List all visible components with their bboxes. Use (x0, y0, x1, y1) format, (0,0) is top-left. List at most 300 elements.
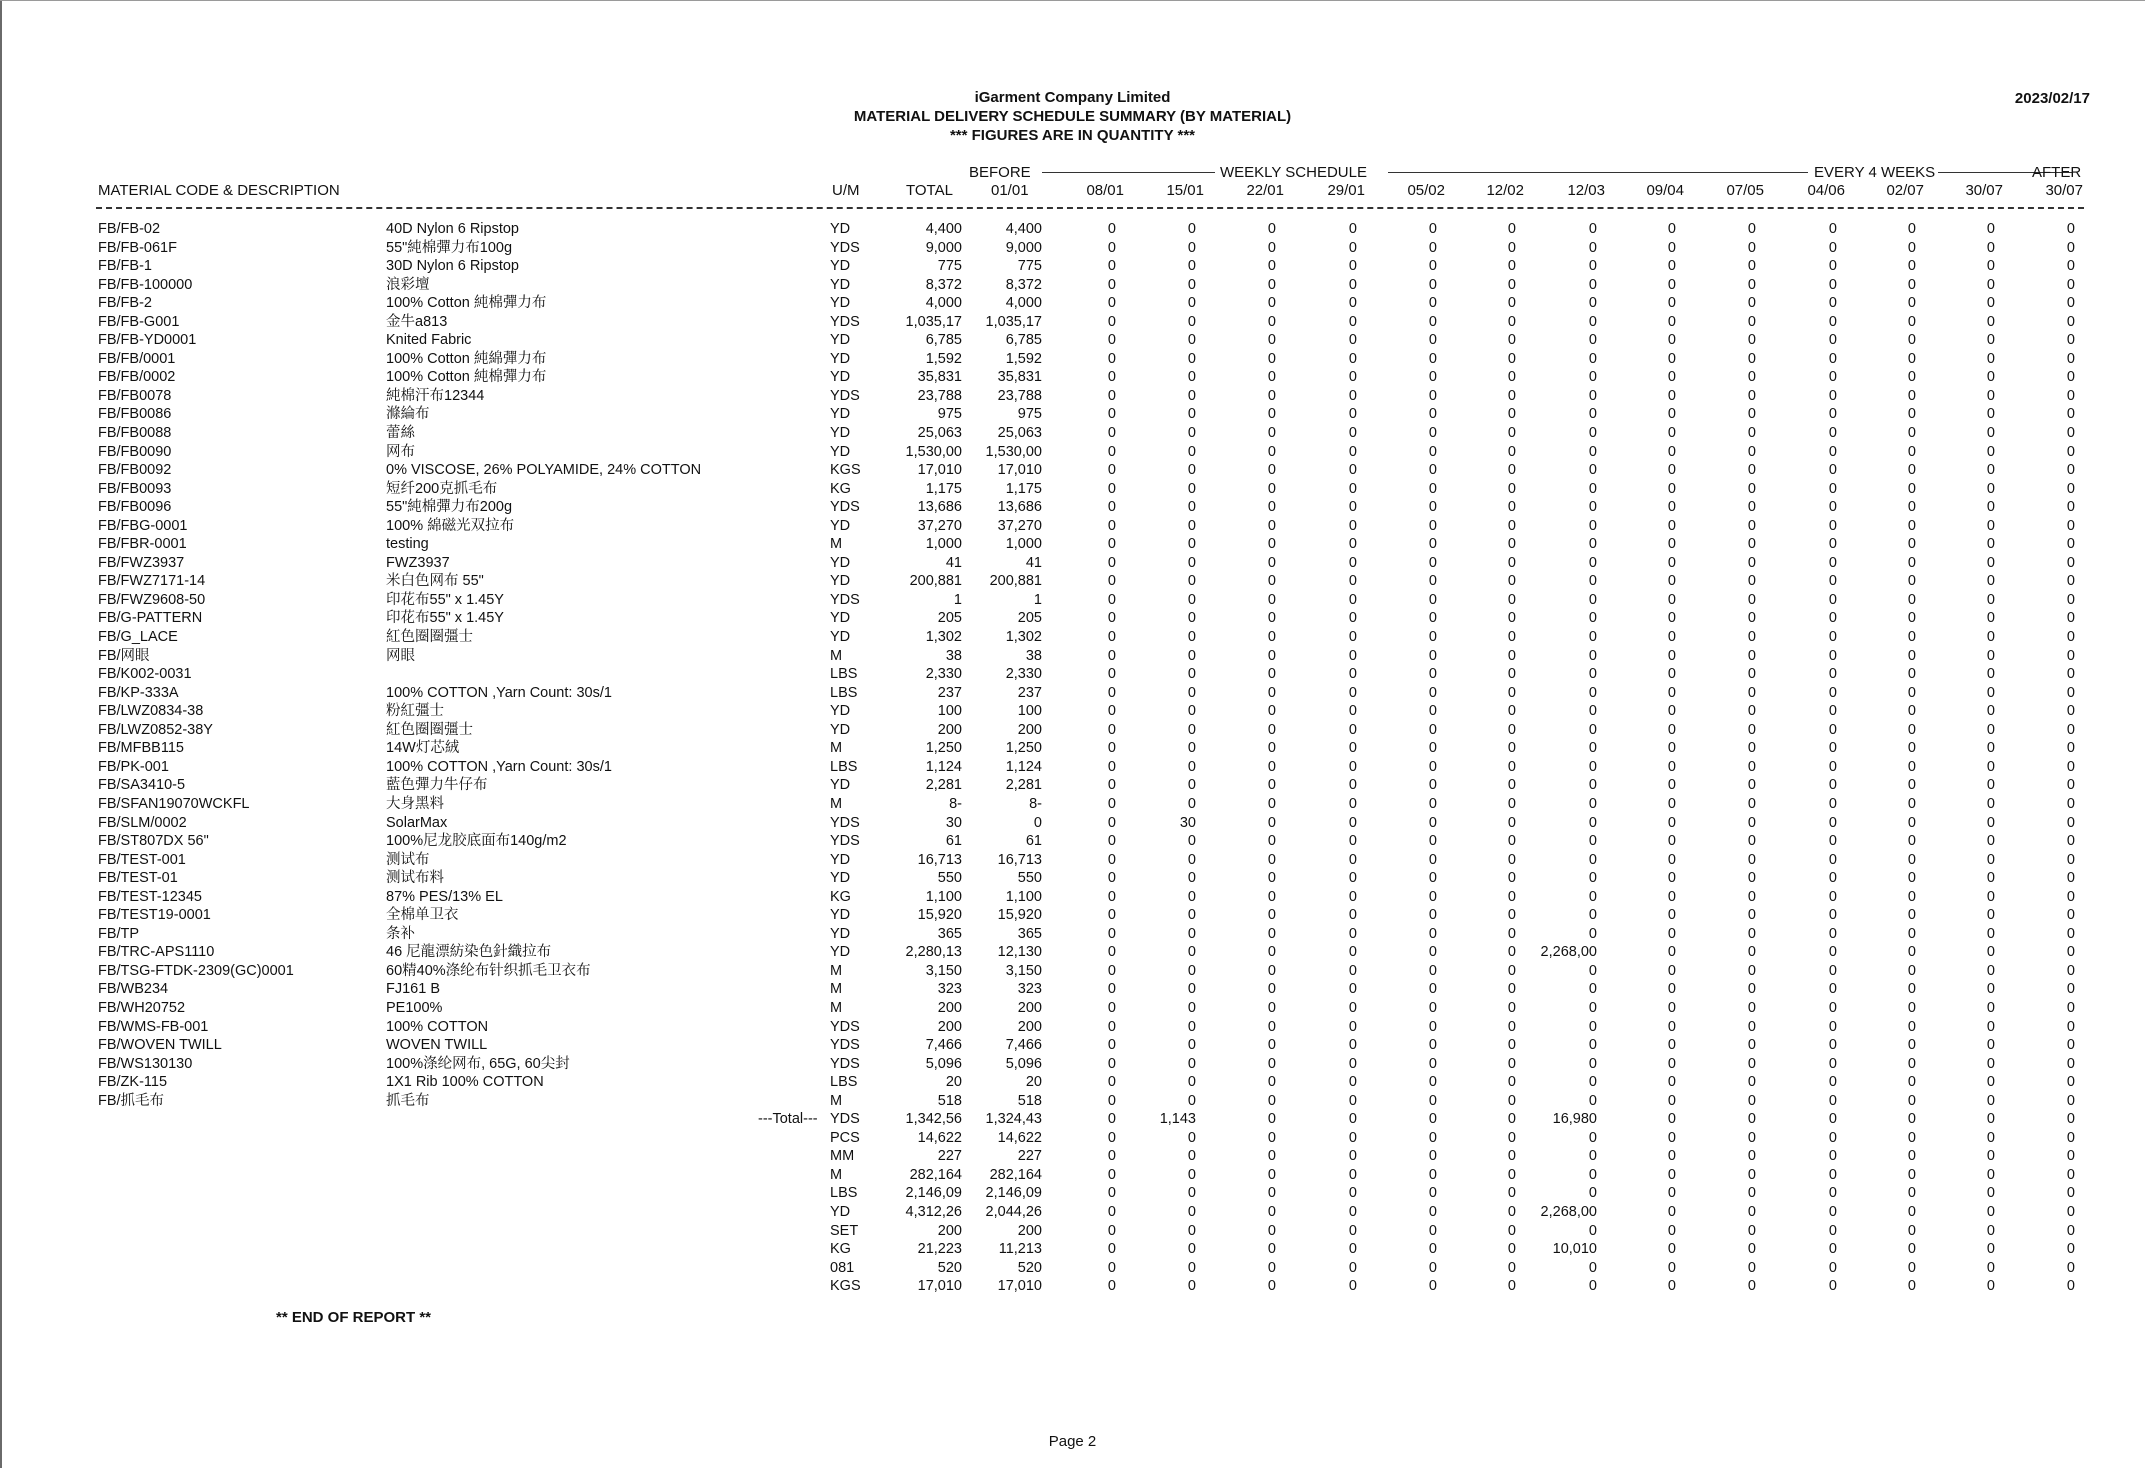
period-value: 0 (1907, 517, 1916, 534)
period-value: 0 (1348, 406, 1357, 423)
period-value: 0 (1428, 944, 1437, 961)
period-value: 0 (1187, 1148, 1196, 1165)
unit-of-measure: YD (830, 610, 851, 627)
unit-of-measure: YD (830, 425, 851, 442)
unit-of-measure: PCS (830, 1129, 860, 1146)
period-value: 0 (1907, 833, 1916, 850)
period-value: 0 (1667, 1259, 1676, 1276)
period-value: 0 (1107, 833, 1116, 850)
period-value: 0 (1667, 1037, 1676, 1054)
period-value: 0 (1588, 1148, 1597, 1165)
material-description: 46 尼龍漂紡染色針織拉布 (386, 944, 552, 961)
period-value: 0 (1348, 629, 1357, 646)
period-value: 0 (1667, 462, 1676, 479)
period-value: 0 (1428, 499, 1437, 516)
period-value: 0 (1986, 462, 1995, 479)
period-column-header: 04/06 (1807, 182, 1845, 199)
period-value: 0 (1747, 369, 1756, 386)
period-value: 0 (1107, 554, 1116, 571)
period-value: 0 (1107, 332, 1116, 349)
table-row (0, 832, 2145, 851)
unit-of-measure: YD (830, 1203, 851, 1220)
period-value: 0 (2066, 258, 2075, 275)
period-value: 0 (1986, 740, 1995, 757)
period-value: 0 (1348, 295, 1357, 312)
period-value: 0 (1828, 999, 1837, 1016)
period-value: 0 (1986, 758, 1995, 775)
period-value: 0 (1588, 851, 1597, 868)
period-value: 0 (1507, 999, 1516, 1016)
period-value: 0 (1986, 425, 1995, 442)
unit-of-measure: YD (830, 258, 851, 275)
period-value: 0 (1507, 517, 1516, 534)
period-value: 0 (1187, 925, 1196, 942)
unit-of-measure: M (830, 795, 843, 812)
period-value: 0 (1428, 554, 1437, 571)
period-value: 0 (1187, 425, 1196, 442)
period-value: 0 (1828, 888, 1837, 905)
weekly-rule-left (1042, 172, 1215, 173)
before-value: 1,324,43 (985, 1111, 1042, 1128)
total-value: 1,342,56 (905, 1111, 962, 1128)
period-value: 0 (1986, 870, 1995, 887)
period-value: 0 (1828, 554, 1837, 571)
period-value: 10,010 (1552, 1241, 1597, 1258)
period-value: 0 (1187, 462, 1196, 479)
period-value: 0 (1267, 1148, 1276, 1165)
period-value: 0 (1187, 406, 1196, 423)
period-column-header: 29/01 (1327, 182, 1365, 199)
period-value: 0 (1107, 907, 1116, 924)
period-value: 0 (1588, 740, 1597, 757)
period-value: 0 (1267, 1055, 1276, 1072)
period-value: 0 (1187, 962, 1196, 979)
material-code: FB/FB-100000 (98, 276, 193, 293)
period-value: 0 (1267, 480, 1276, 497)
period-value: 0 (1348, 758, 1357, 775)
total-value: 100 (937, 703, 962, 720)
period-value: 0 (1828, 814, 1837, 831)
period-value: 0 (1267, 1166, 1276, 1183)
period-value: 0 (1428, 740, 1437, 757)
period-value: 0 (1747, 536, 1756, 553)
period-value: 2,268,00 (1540, 944, 1597, 961)
period-value: 0 (1267, 1037, 1276, 1054)
table-row (0, 257, 2145, 276)
period-value: 0 (1107, 981, 1116, 998)
period-value: 0 (1348, 1185, 1357, 1202)
period-value: 0 (1986, 332, 1995, 349)
before-value: 1,530,00 (985, 443, 1042, 460)
period-value: 0 (1267, 870, 1276, 887)
before-value: 38 (1025, 647, 1042, 664)
period-value: 0 (1828, 666, 1837, 683)
period-value: 0 (1187, 666, 1196, 683)
before-value: 8- (1029, 795, 1042, 812)
period-column-header: 30/07 (2045, 182, 2083, 199)
period-value: 0 (1428, 907, 1437, 924)
period-value: 0 (1267, 221, 1276, 237)
period-value: 0 (2066, 925, 2075, 942)
period-value: 0 (1588, 221, 1597, 237)
material-code: FB/FB0093 (98, 480, 172, 497)
period-value: 0 (1267, 814, 1276, 831)
period-value: 0 (1667, 944, 1676, 961)
before-value: 205 (1017, 610, 1042, 627)
period-value: 0 (2066, 1074, 2075, 1091)
period-value: 0 (1667, 1111, 1676, 1128)
total-column-header: TOTAL (906, 182, 953, 199)
period-value: 0 (1667, 721, 1676, 738)
period-value: 0 (1667, 517, 1676, 534)
period-value: 0 (1428, 1166, 1437, 1183)
period-value: 0 (1348, 499, 1357, 516)
period-value: 0 (1348, 666, 1357, 683)
period-value: 0 (2066, 1018, 2075, 1035)
period-value: 0 (1187, 1166, 1196, 1183)
period-value: 0 (1348, 350, 1357, 367)
period-value: 0 (1267, 1074, 1276, 1091)
period-value: 0 (1507, 944, 1516, 961)
period-value: 0 (2066, 221, 2075, 237)
unit-of-measure: YDS (830, 1111, 860, 1128)
period-value: 0 (2066, 406, 2075, 423)
period-value: 0 (1907, 1111, 1916, 1128)
unit-of-measure: KGS (830, 1278, 861, 1295)
total-value: 323 (937, 981, 962, 998)
period-value: 0 (1747, 425, 1756, 442)
total-value: 8- (949, 795, 962, 812)
period-value: 0 (1588, 647, 1597, 664)
period-value: 0 (1187, 833, 1196, 850)
period-column-header: 12/02 (1486, 182, 1524, 199)
material-description: 0% VISCOSE, 26% POLYAMIDE, 24% COTTON (386, 462, 702, 479)
period-value: 0 (1107, 1203, 1116, 1220)
period-value: 0 (1907, 1185, 1916, 1202)
period-value: 0 (1348, 387, 1357, 404)
material-code: FB/TP (98, 925, 140, 942)
period-value: 0 (1907, 944, 1916, 961)
period-value: 0 (1907, 610, 1916, 627)
totals-label: ---Total--- (758, 1111, 818, 1128)
period-value: 0 (1507, 1259, 1516, 1276)
period-value: 0 (1507, 313, 1516, 330)
before-value: 4,400 (1005, 221, 1042, 237)
table-row (0, 1055, 2145, 1074)
period-value: 0 (1828, 870, 1837, 887)
period-value: 0 (1267, 1241, 1276, 1258)
period-value: 0 (1588, 1055, 1597, 1072)
period-value: 0 (1348, 443, 1357, 460)
material-code: FB/ST807DX 56" (98, 833, 209, 850)
table-row (0, 331, 2145, 350)
period-value: 0 (1107, 313, 1116, 330)
total-row (0, 1203, 2145, 1222)
period-value: 0 (1828, 684, 1837, 701)
material-description: 純棉汗布12344 (386, 387, 485, 404)
table-row (0, 443, 2145, 462)
material-description: 抓毛布 (386, 1092, 430, 1109)
unit-of-measure: YD (830, 777, 851, 794)
period-value: 0 (1667, 999, 1676, 1016)
before-value: 20 (1025, 1074, 1042, 1091)
total-value: 2,146,09 (905, 1185, 962, 1202)
period-value: 0 (1348, 981, 1357, 998)
period-value: 0 (1986, 666, 1995, 683)
before-value: 17,010 (997, 1278, 1042, 1295)
unit-of-measure: YDS (830, 387, 860, 404)
table-row (0, 461, 2145, 480)
table-row (0, 795, 2145, 814)
period-column-header: 02/07 (1886, 182, 1924, 199)
company-name: iGarment Company Limited (974, 89, 1171, 106)
period-value: 0 (1907, 499, 1916, 516)
period-value: 0 (1507, 1166, 1516, 1183)
table-row (0, 480, 2145, 499)
period-value: 0 (1507, 1185, 1516, 1202)
period-value: 0 (1907, 295, 1916, 312)
period-value: 0 (1348, 258, 1357, 275)
table-row (0, 350, 2145, 369)
period-value: 0 (1267, 610, 1276, 627)
before-value: 200,881 (989, 573, 1042, 590)
period-value: 0 (1267, 591, 1276, 608)
period-value: 0 (1267, 721, 1276, 738)
period-value: 0 (1986, 221, 1995, 237)
material-code: FB/FB-02 (98, 221, 161, 237)
table-row (0, 702, 2145, 721)
period-value: 0 (1187, 777, 1196, 794)
period-value: 0 (2066, 387, 2075, 404)
period-value: 0 (1267, 1111, 1276, 1128)
period-value: 0 (1907, 406, 1916, 423)
period-value: 0 (1267, 536, 1276, 553)
total-value: 6,785 (925, 332, 962, 349)
period-value: 0 (1107, 999, 1116, 1016)
period-value: 0 (1187, 851, 1196, 868)
period-value: 0 (2066, 1259, 2075, 1276)
header-dashed-rule (96, 207, 2084, 209)
table-row (0, 647, 2145, 666)
total-value: 550 (937, 870, 962, 887)
period-value: 0 (1986, 1111, 1995, 1128)
material-code: FB/SLM/0002 (98, 814, 187, 831)
period-value: 0 (1267, 981, 1276, 998)
period-value: 0 (1986, 962, 1995, 979)
period-value: 0 (1747, 666, 1756, 683)
material-code: FB/LWZ0834-38 (98, 703, 204, 720)
period-value: 0 (2066, 888, 2075, 905)
period-value: 0 (1428, 999, 1437, 1016)
period-value: 0 (1828, 499, 1837, 516)
total-value: 200 (937, 999, 962, 1016)
period-value: 0 (1828, 462, 1837, 479)
period-value: 0 (1348, 1092, 1357, 1109)
period-value: 0 (1828, 1278, 1837, 1295)
period-value: 0 (1267, 795, 1276, 812)
period-value: 0 (1667, 610, 1676, 627)
period-value: 0 (1267, 999, 1276, 1016)
unit-of-measure: LBS (830, 1074, 858, 1091)
period-value: 0 (1507, 925, 1516, 942)
period-value: 0 (1747, 795, 1756, 812)
period-value: 0 (1107, 536, 1116, 553)
period-value: 0 (1667, 573, 1676, 590)
unit-of-measure: YDS (830, 1018, 860, 1035)
period-value: 0 (1588, 758, 1597, 775)
period-value: 0 (1107, 777, 1116, 794)
total-value: 3,150 (925, 962, 962, 979)
unit-of-measure: YD (830, 870, 851, 887)
period-value: 0 (1267, 684, 1276, 701)
period-value: 0 (1348, 517, 1357, 534)
period-value: 0 (1907, 239, 1916, 256)
period-value: 0 (2066, 369, 2075, 386)
unit-of-measure: YD (830, 851, 851, 868)
period-value: 0 (1986, 888, 1995, 905)
period-value: 0 (1507, 703, 1516, 720)
period-value: 0 (1986, 1203, 1995, 1220)
period-value: 0 (1828, 1111, 1837, 1128)
before-value: 1,250 (1005, 740, 1042, 757)
period-value: 0 (1588, 666, 1597, 683)
period-value: 0 (1986, 1166, 1995, 1183)
period-value: 0 (1588, 462, 1597, 479)
period-value: 0 (1187, 1222, 1196, 1239)
period-value: 0 (1428, 925, 1437, 942)
material-description: 短纤200克抓毛布 (386, 480, 498, 497)
period-value: 0 (1428, 443, 1437, 460)
period-value: 0 (1267, 332, 1276, 349)
period-value: 0 (1588, 591, 1597, 608)
period-value: 0 (2066, 851, 2075, 868)
period-value: 0 (1107, 499, 1116, 516)
period-value: 0 (2066, 740, 2075, 757)
period-value: 0 (1986, 295, 1995, 312)
period-value: 0 (1187, 647, 1196, 664)
period-value: 0 (1428, 629, 1437, 646)
material-column-header: MATERIAL CODE & DESCRIPTION (98, 182, 340, 199)
period-value: 0 (1428, 1018, 1437, 1035)
table-row (0, 721, 2145, 740)
period-value: 0 (1348, 777, 1357, 794)
period-value: 0 (1588, 1129, 1597, 1146)
table-row (0, 776, 2145, 795)
period-value: 0 (1907, 425, 1916, 442)
material-code: FB/FB-G001 (98, 313, 180, 330)
before-value: 282,164 (989, 1166, 1042, 1183)
before-value: 37,270 (997, 517, 1042, 534)
period-value: 0 (1428, 1092, 1437, 1109)
period-value: 0 (1667, 443, 1676, 460)
total-value: 1,250 (925, 740, 962, 757)
period-value: 0 (1986, 907, 1995, 924)
period-value: 0 (1267, 387, 1276, 404)
period-value: 0 (1828, 962, 1837, 979)
material-code: FB/TEST-001 (98, 851, 186, 868)
period-value: 0 (1828, 425, 1837, 442)
period-value: 0 (1107, 1074, 1116, 1091)
period-value: 0 (2066, 1111, 2075, 1128)
material-code: FB/FB0086 (98, 406, 172, 423)
period-value: 0 (1187, 944, 1196, 961)
period-value: 0 (2066, 443, 2075, 460)
period-column-header: 07/05 (1726, 182, 1764, 199)
table-row (0, 684, 2145, 703)
period-value: 0 (1428, 1074, 1437, 1091)
period-value: 0 (1267, 925, 1276, 942)
period-value: 0 (1428, 573, 1437, 590)
total-value: 237 (937, 684, 962, 701)
table-row (0, 535, 2145, 554)
period-value: 0 (1428, 406, 1437, 423)
period-value: 0 (2066, 666, 2075, 683)
total-value: 1,175 (925, 480, 962, 497)
period-value: 0 (1747, 870, 1756, 887)
period-value: 0 (1828, 944, 1837, 961)
period-value: 0 (1986, 647, 1995, 664)
period-value: 0 (1107, 666, 1116, 683)
before-value: 323 (1017, 981, 1042, 998)
period-value: 0 (1348, 573, 1357, 590)
period-value: 0 (1986, 684, 1995, 701)
period-value: 0 (1428, 462, 1437, 479)
period-value: 0 (1267, 1259, 1276, 1276)
material-description: PE100% (386, 999, 443, 1016)
period-value: 0 (1187, 703, 1196, 720)
material-description: 藍色彈力牛仔布 (386, 777, 488, 794)
period-value: 0 (1187, 536, 1196, 553)
period-value: 0 (1667, 1222, 1676, 1239)
table-row (0, 758, 2145, 777)
period-value: 0 (2066, 1129, 2075, 1146)
period-value: 0 (1667, 276, 1676, 293)
period-value: 0 (1588, 610, 1597, 627)
unit-of-measure: YDS (830, 1055, 860, 1072)
period-value: 0 (1907, 313, 1916, 330)
material-description: 100% COTTON ,Yarn Count: 30s/1 (386, 684, 612, 701)
before-value: 12,130 (997, 944, 1042, 961)
period-value: 0 (1187, 313, 1196, 330)
period-value: 0 (1747, 591, 1756, 608)
period-value: 0 (1986, 610, 1995, 627)
period-value: 0 (1747, 462, 1756, 479)
weekly-schedule-group-header: WEEKLY SCHEDULE (1220, 164, 1367, 181)
period-value: 0 (1107, 851, 1116, 868)
period-value: 0 (1507, 425, 1516, 442)
period-value: 0 (1667, 499, 1676, 516)
period-value: 0 (1187, 1185, 1196, 1202)
period-value: 0 (1107, 684, 1116, 701)
period-value: 0 (1507, 666, 1516, 683)
table-row (0, 554, 2145, 573)
period-value: 0 (1907, 777, 1916, 794)
period-value: 0 (1348, 313, 1357, 330)
period-value: 0 (1907, 962, 1916, 979)
period-value: 0 (1907, 999, 1916, 1016)
period-value: 0 (1588, 350, 1597, 367)
material-code: FB/TEST19-0001 (98, 907, 211, 924)
period-value: 0 (2066, 758, 2075, 775)
period-value: 0 (1907, 1092, 1916, 1109)
material-code: FB/FB/0001 (98, 350, 176, 367)
period-column-header: 08/01 (1086, 182, 1124, 199)
table-row (0, 925, 2145, 944)
period-value: 0 (1747, 833, 1756, 850)
period-value: 0 (1348, 888, 1357, 905)
period-value: 0 (1428, 981, 1437, 998)
period-value: 0 (1187, 276, 1196, 293)
